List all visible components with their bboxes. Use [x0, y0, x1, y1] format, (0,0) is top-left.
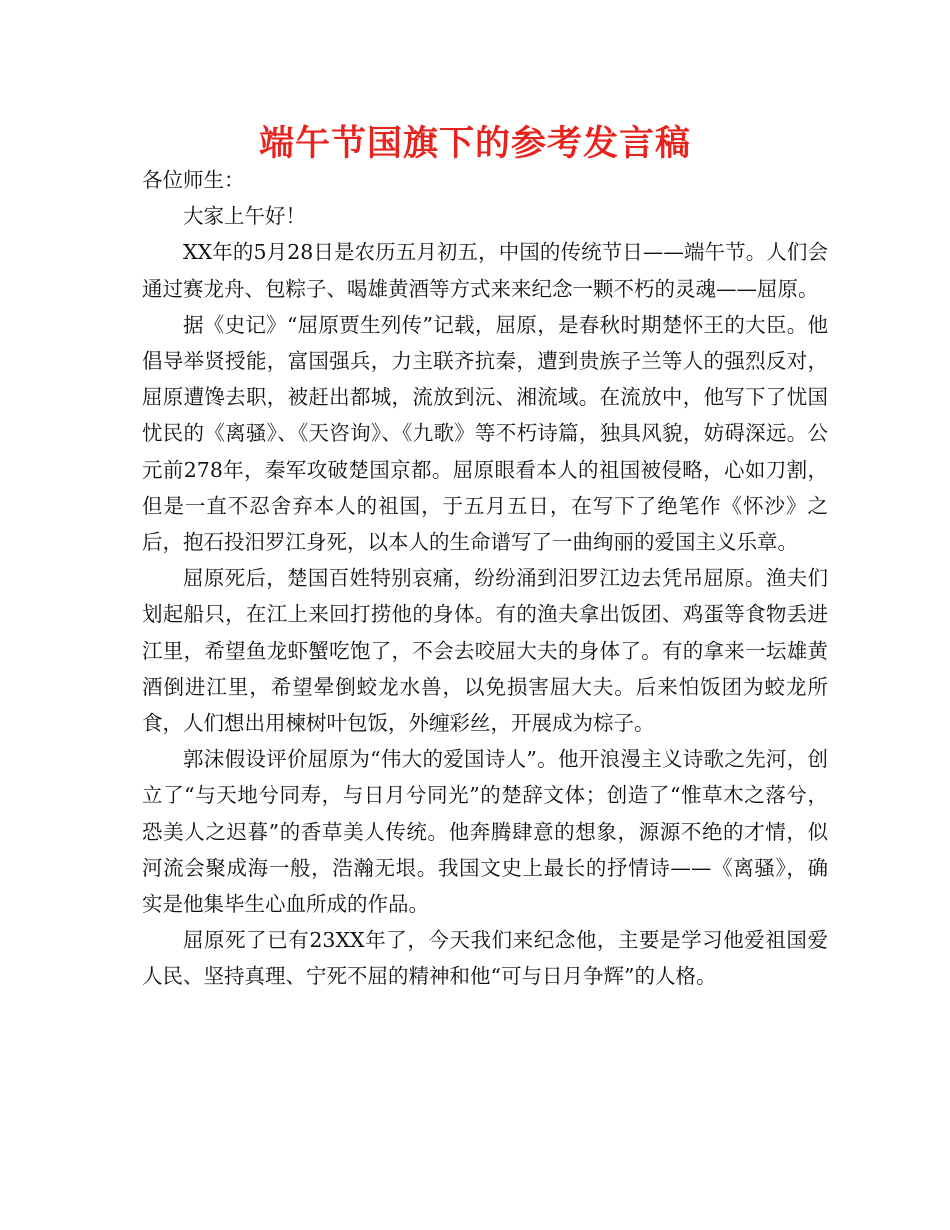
paragraph-conclusion: 屈原死了已有23XX年了，今天我们来纪念他，主要是学习他爱祖国爱人民、坚持真理、宁死不屈的精神和他“可与日月争辉”的人格。	[142, 928, 828, 989]
paragraph-opening: 大家上午好！	[183, 204, 306, 229]
document-body	[142, 162, 828, 995]
greeting: 各位师生：	[142, 168, 245, 192]
document-title: 端午节国旗下的参考发言稿	[258, 124, 691, 164]
paragraph-festival-intro: XX年的5月28日是农历五月初五，中国的传统节日——端午节。人们会通过赛龙舟、包粽子、喝雄黄酒等方式来来纪念一颗不朽的灵魂——屈原。	[142, 240, 828, 301]
paragraph-evaluation: 郭沫假设评价屈原为“伟大的爱国诗人”。他开浪漫主义诗歌之先河，创立了“与天地兮同寿，与日月兮同光”的楚辞文体；创造了“惟草木之落兮，恐美人之迟暮”的香草美人传统。他奔腾肆意的想象，源源不绝的才情，似河流会聚成海一般，浩瀚无垠。我国文史上最长的抒情诗——《离骚》，确实是他集毕生心血所成的作品。	[142, 747, 828, 917]
paragraph-after-death: 屈原死后，楚国百姓特别哀痛，纷纷涌到汨罗江边去凭吊屈原。渔夫们划起船只，在江上来回打捞他的身体。有的渔夫拿出饭团、鸡蛋等食物丢进江里，希望鱼龙虾蟹吃饱了，不会去咬屈大夫的身体了。有的拿来一坛雄黄酒倒进江里，希望晕倒蛟龙水兽，以免损害屈大夫。后来怕饭团为蛟龙所食，人们想出用楝树叶包饭，外缠彩丝，开展成为棕子。	[142, 566, 828, 736]
paragraph-qu-yuan-history: 据《史记》“屈原贾生列传”记载，屈原，是春秋时期楚怀王的大臣。他倡导举贤授能，富国强兵，力主联齐抗秦，遭到贵族子兰等人的强烈反对，屈原遭馋去职，被赶出都城，流放到沅、湘流域。在流放中，他写下了忧国忧民的《离骚》、《天咨询》、《九歌》等不朽诗篇，独具风貌，妨碍深远。公元前278年，秦军攻破楚国京都。屈原眼看本人的祖国被侵略，心如刀割，但是一直不忍舍弃本人的祖国，于五月五日，在写下了绝笔作《怀沙》之后，抱石投汨罗江身死，以本人的生命谱写了一曲绚丽的爱国主义乐章。	[142, 312, 828, 555]
